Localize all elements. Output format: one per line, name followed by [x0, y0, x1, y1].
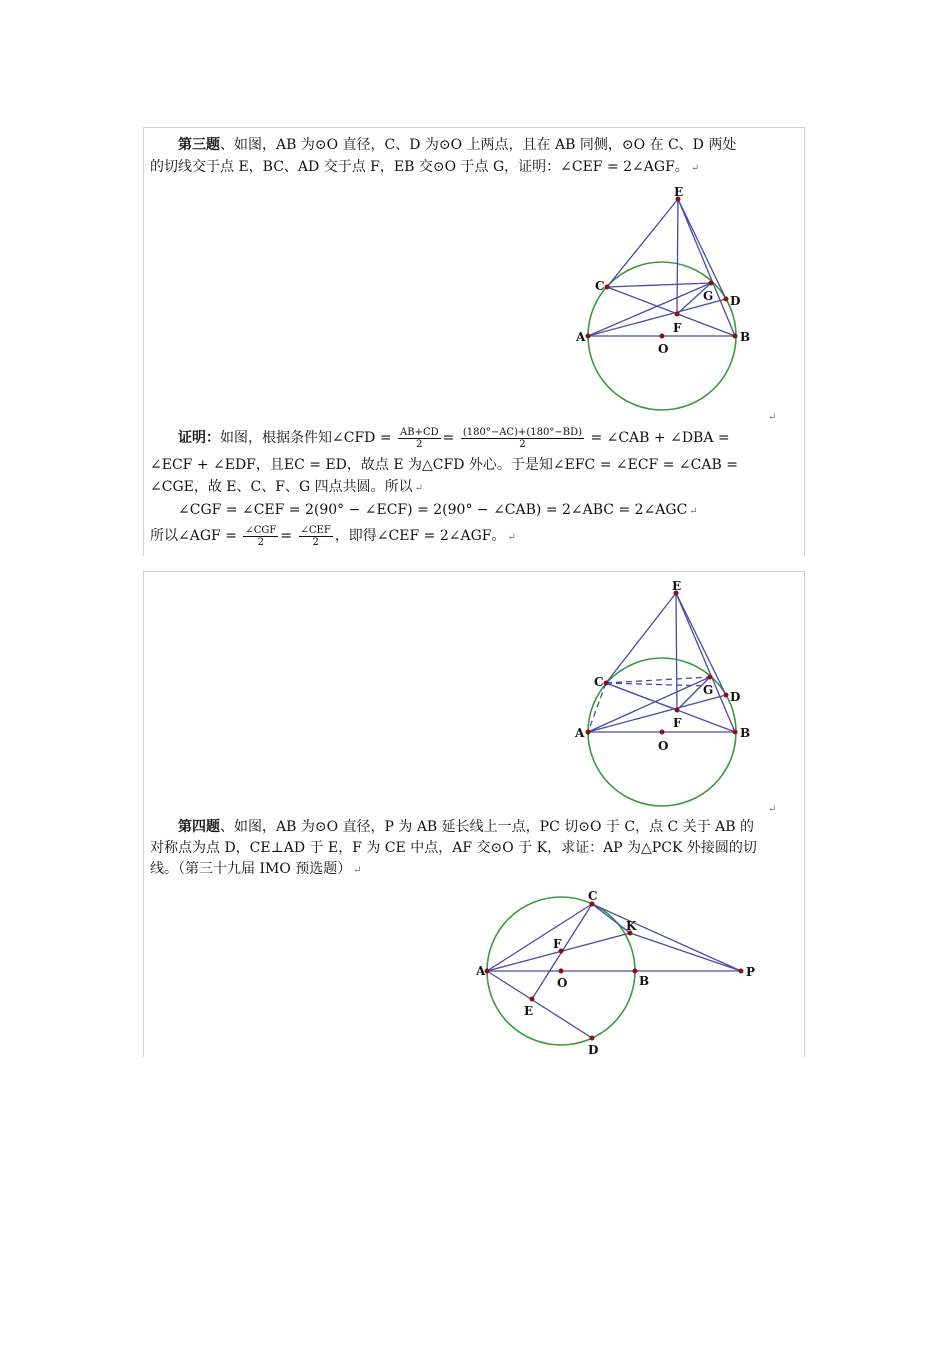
proof-line5-b: ，即得∠CEF = 2∠AGF。 [334, 528, 506, 544]
point-c [605, 285, 610, 290]
label-b: B [740, 330, 751, 344]
frac3-num: ∠CGF [245, 524, 277, 536]
label-f: F [553, 937, 562, 951]
return-mark: ↵ [768, 412, 777, 423]
point-d [724, 297, 729, 302]
problem4-statement [150, 816, 790, 838]
problem3-statement-line2-text: 的切线交于点 E，BC、AD 交于点 F，EB 交⊙O 于点 G，证明：∠CEF = 2∠AGF。 [150, 159, 689, 175]
proof-title: 证明： [178, 430, 220, 446]
frac1-den: 2 [416, 438, 423, 450]
label-a: A [575, 726, 585, 740]
fraction-cgf [243, 525, 278, 548]
point-a [586, 334, 591, 339]
problem4-statement-line3-text: 线。（第三十九届 IMO 预选题） [150, 861, 352, 877]
label-p: P [746, 965, 756, 979]
frac3-den: 2 [257, 536, 265, 548]
label-b: B [639, 974, 650, 988]
frac2-num: (180°−AC)+(180°−BD) [462, 426, 582, 438]
problem3-panel [143, 127, 805, 556]
problem4-figure [474, 888, 764, 1058]
problem4-statement-text: 、如图，AB 为⊙O 直径，P 为 AB 延长线上一点，PC 切⊙O 于 C，点 C 关于 AB 的 [220, 819, 754, 835]
problem3-proof-line5: 所以∠AGF = $\frac{\text{∠CGF}}{2}$ = $\frac{\text{∠CEF}}{2}$ ，即得∠CEF = 2∠AGF。 ↵ [150, 524, 516, 548]
fraction-arcs [398, 427, 441, 450]
line-cb [607, 287, 735, 336]
label-e: E [674, 186, 684, 199]
problem3-proof-line1: 证明：如图，根据条件知∠CFD = $\frac{AB+CD}{2}$ = $\frac{(180^\circ-AC)+(180^\circ-BD)}{2}$ = ∠CAB + ∠DBA = [178, 426, 730, 450]
problem3-proof-line3 [150, 476, 790, 500]
problem3-proof-line2 [150, 454, 790, 476]
point-g [709, 281, 714, 286]
point-e [530, 997, 535, 1002]
dash-cg [606, 677, 710, 683]
line-cg [607, 283, 711, 287]
point-o [660, 334, 665, 339]
point-f [675, 312, 680, 317]
problem4-title: 第四题 [178, 819, 220, 835]
frac1-num: AB+CD [400, 426, 439, 438]
return-mark: ↵ [414, 483, 423, 494]
problem3-figure [564, 186, 764, 416]
point-a [586, 730, 591, 735]
line-ad [588, 299, 726, 336]
problem3-statement-line2 [150, 156, 790, 180]
label-e: E [672, 580, 682, 593]
label-g: G [703, 289, 714, 303]
return-mark: ↵ [768, 804, 777, 815]
return-mark: ↵ [689, 506, 698, 517]
line-eb [676, 593, 735, 732]
return-mark: ↵ [353, 865, 362, 876]
problem3-figure-auxiliary [564, 580, 764, 810]
label-k: K [626, 919, 637, 933]
label-f: F [673, 321, 682, 335]
proof-line4: ∠CGF = ∠CEF = 2(90° − ∠ECF) = 2(90° − ∠CAB) = 2∠ABC = 2∠AGC [178, 502, 688, 518]
fraction-arcs-2 [461, 427, 584, 450]
point-o [660, 730, 665, 735]
figure2-lines [588, 593, 735, 732]
point-b [633, 969, 638, 974]
label-o: O [658, 739, 669, 753]
problem3-title: 第三题 [178, 137, 220, 153]
label-b: B [740, 726, 751, 740]
proof-line3: ∠CGE，故 E、C、F、G 四点共圆。所以 [150, 479, 413, 495]
line-ed [676, 593, 726, 695]
point-b [733, 334, 738, 339]
problem4-panel [143, 571, 805, 1057]
point-p [739, 969, 744, 974]
line-kp [630, 933, 741, 971]
line-ag [588, 283, 714, 336]
problem4-statement-line3 [150, 858, 790, 882]
label-d: D [588, 1043, 599, 1057]
line-ac [487, 904, 592, 971]
proof-line1-a: 如图，根据条件知∠CFD = [220, 430, 392, 446]
proof-line2: ∠ECF + ∠EDF，且EC = ED，故点 E 为△CFD 外心。于是知∠EFC = ∠ECF = ∠CAB = [150, 457, 738, 473]
label-a: A [576, 330, 586, 344]
problem3-statement [150, 134, 790, 156]
label-o: O [658, 342, 669, 356]
point-b [733, 730, 738, 735]
label-d: D [730, 294, 741, 308]
label-a: A [476, 964, 486, 978]
label-c: C [594, 675, 604, 689]
label-c: C [588, 889, 598, 903]
return-mark: ↵ [690, 163, 700, 174]
problem4-statement-line2-text: 对称点为点 D，CE⊥AD 于 E，F 为 CE 中点，AF 交⊙O 于 K，求证：AP 为△PCK 外接圆的切 [150, 840, 757, 856]
label-d: D [730, 690, 741, 704]
point-g [708, 675, 713, 680]
label-e: E [524, 1004, 534, 1018]
label-f: F [673, 716, 682, 730]
line-ec [606, 593, 676, 683]
return-mark: ↵ [507, 532, 516, 543]
proof-line1-b: = ∠CAB + ∠DBA = [590, 430, 730, 446]
line-eb [678, 199, 735, 336]
point-c [604, 681, 609, 686]
point-d [590, 1036, 595, 1041]
point-d [724, 693, 729, 698]
frac4-num: ∠CEF [300, 524, 331, 536]
line-ec [607, 199, 678, 287]
figure-lines [588, 199, 735, 336]
point-o [559, 969, 564, 974]
line-ad [487, 971, 592, 1038]
proof-line5-a: 所以∠AGF = [150, 528, 237, 544]
frac4-den: 2 [312, 536, 319, 548]
problem3-proof-line4 [150, 499, 790, 523]
label-c: C [595, 279, 605, 293]
problem4-statement-line2 [150, 837, 790, 859]
point-f [675, 708, 680, 713]
label-g: G [703, 683, 714, 697]
problem3-statement-text: 、如图，AB 为⊙O 直径，C、D 为⊙O 上两点，且在 AB 同侧，⊙O 在 C、D 两处 [220, 137, 737, 153]
figure-points [586, 197, 741, 339]
label-o: O [557, 976, 568, 990]
frac2-den: 2 [519, 438, 526, 450]
fraction-cef [299, 525, 333, 548]
